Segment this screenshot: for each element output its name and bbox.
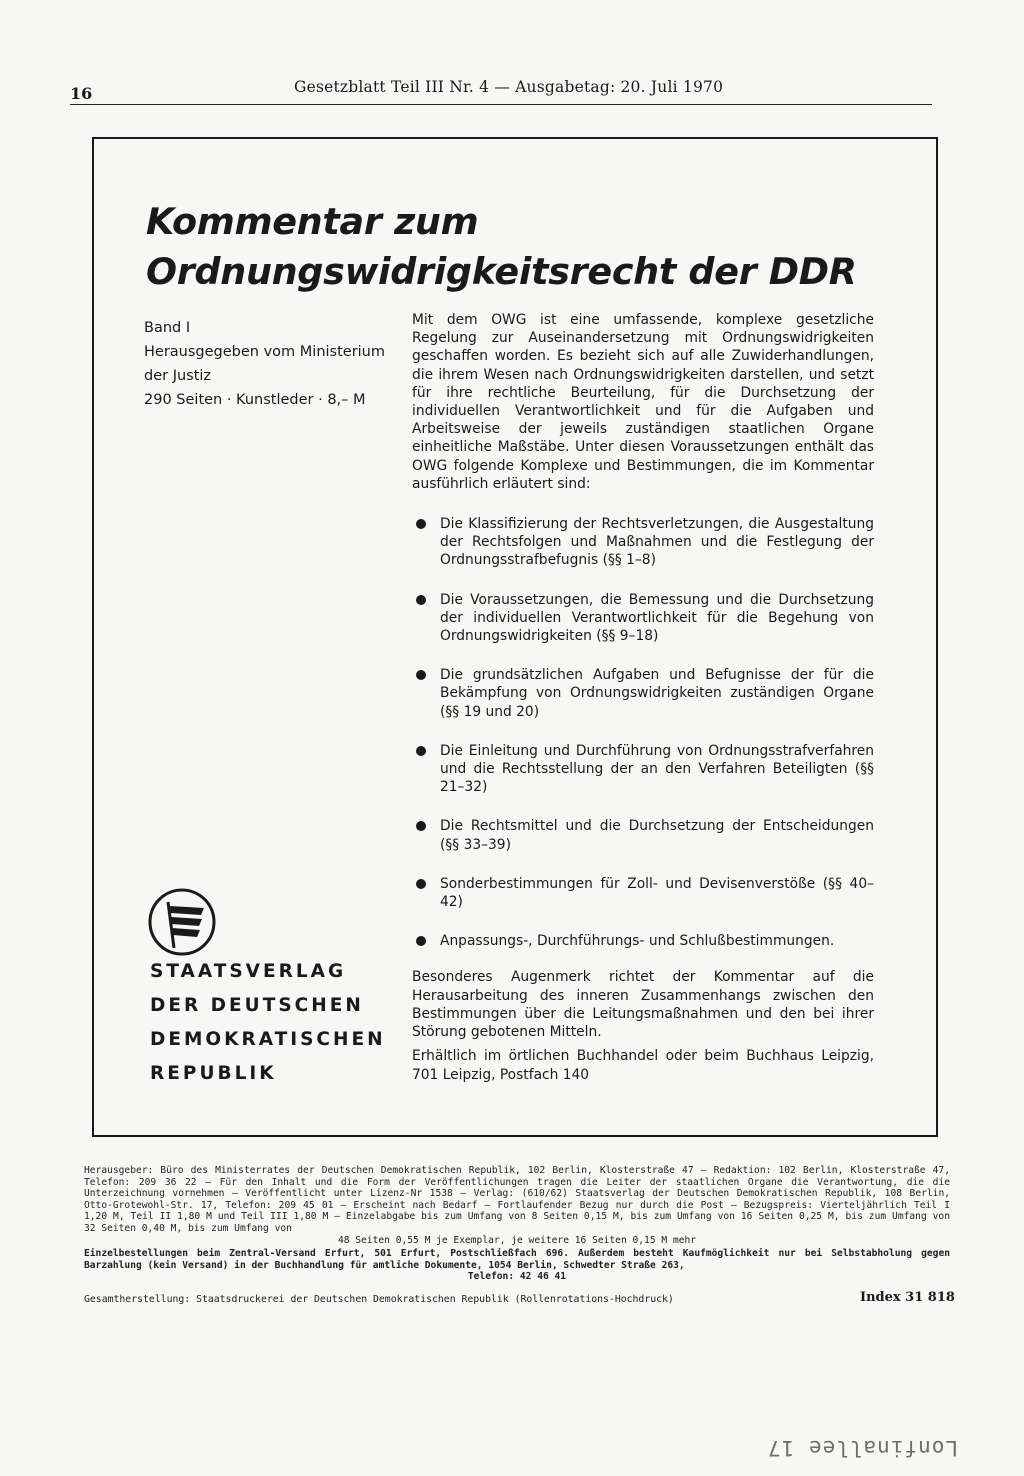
publisher-name: STAATSVERLAG DER DEUTSCHEN DEMOKRATISCHEN REPUBLIK: [150, 961, 386, 1084]
list-item: Die Voraussetzungen, die Bemessung und die Durchsetzung der individuellen Verantwortlichkeit für die Begehung von Ordnungswidrigkeiten (§§ 9–18): [412, 591, 874, 646]
bullet-dot-icon: [416, 670, 426, 680]
list-item: Die Einleitung und Durchführung von Ordnungsstrafverfahren und die Rechtsstellung der an den Verfahren Beteiligten (§§ 21–32): [412, 742, 874, 797]
book-volume: Band I: [144, 320, 191, 336]
availability-paragraph: Erhältlich im örtlichen Buchhandel oder beim Buchhaus Leipzig, 701 Leipzig, Postfach 140: [412, 1048, 874, 1083]
publisher-logo-icon: [146, 886, 218, 958]
list-item: Die Klassifizierung der Rechtsverletzungen, die Ausgestaltung der Rechtsfolgen und Maßnahmen und die Festlegung der Ordnungsstrafbefugnis (§§ 1–8): [412, 515, 874, 570]
list-item: Sonderbestimmungen für Zoll- und Devisenverstöße (§§ 40–42): [412, 875, 874, 911]
imprint-orders-end: Telefon: 42 46 41: [467, 1271, 567, 1283]
imprint: [84, 1165, 950, 1283]
ad-title: [146, 197, 857, 297]
description-column: [412, 311, 874, 1084]
header-rule: [70, 104, 932, 105]
ad-title-line-2: Ordnungswidrigkeitsrecht der DDR: [146, 250, 857, 293]
ad-title-line-1: Kommentar zum: [146, 200, 479, 243]
bullet-dot-icon: [416, 821, 426, 831]
imprint-publisher: Herausgeber: Büro des Ministerrates der Deutschen Demokratischen Republik, 102 Berlin, Klosterstraße 47 – Redaktion: 102 Berlin, Klosterstraße 47, Telefon: 209 36 22 – Für den Inhalt und die Form der Veröffentlichungen tragen die Leiter der staatlichen Organe die Verantwortung, die die Unterzeichnung vornehmen – Veröffentlicht unter Lizenz-Nr 1538 – Verlag: (610/62) Staatsverlag der Deutschen Demokratischen Republik, 108 Berlin, Otto-Grotewohl-Str. 17, Telefon: 209 45 01 – Erscheint nach Bedarf – Fortlaufender Bezug nur durch die Post – Bezugspreis: Vierteljährlich Teil I 1,20 M, Teil II 1,80 M und Teil III 1,80 M – Einzelabgabe bis zum Umfang von 8 Seiten 0,15 M, bis zum Umfang von 16 Seiten 0,25 M, bis zum Umfang von 32 Seiten 0,40 M, bis zum Umfang von: [84, 1165, 950, 1234]
index-number: Index 31 818: [860, 1290, 955, 1305]
book-details: 290 Seiten · Kunstleder · 8,– M: [144, 392, 366, 408]
library-stamp: Lonfinallee 17: [766, 1436, 958, 1460]
bullet-dot-icon: [416, 595, 426, 605]
intro-paragraph: Mit dem OWG ist eine umfassende, komplexe gesetzliche Regelung zur Auseinandersetzung mit Ordnungswidrigkeiten geschaffen worden. Es bezieht sich auf alle Zuwiderhandlungen, die ihrem Wesen nach Ordnungswidrigkeiten darstellen, und setzt für ihre rechtliche Beurteilung, für die Durchsetzung der individuellen Verantwortlichkeit und für die Aufgaben und Arbeitsweise der jeweils zuständigen staatlichen Organe einheitliche Maßstäbe. Unter diesen Voraussetzungen enthält das OWG folgende Komplexe und Bestimmungen, die im Kommentar ausführlich erläutert sind:: [412, 312, 874, 492]
imprint-orders: Einzelbestellungen beim Zentral-Versand Erfurt, 501 Erfurt, Postschließfach 696. Außerdem besteht Kaufmöglichkeit nur bei Selbstabholung gegen Barzahlung (kein Versand) in der Buchhandlung für amtliche Dokumente, 1054 Berlin, Schwedter Straße 263,: [84, 1248, 950, 1271]
book-editor-cont: der Justiz: [144, 368, 212, 384]
running-title: Gesetzblatt Teil III Nr. 4 — Ausgabetag: 20. Juli 1970: [294, 78, 724, 96]
printer-line: Gesamtherstellung: Staatsdruckerei der Deutschen Demokratischen Republik (Rollenrotations-Hochdruck): [84, 1294, 674, 1305]
bullet-dot-icon: [416, 879, 426, 889]
book-info: [144, 316, 385, 412]
page-number: 16: [70, 84, 93, 103]
bullet-dot-icon: [416, 936, 426, 946]
list-item: Die Rechtsmittel und die Durchsetzung der Entscheidungen (§§ 33–39): [412, 817, 874, 853]
bullet-dot-icon: [416, 746, 426, 756]
advertisement-box: [92, 137, 938, 1137]
contents-list: [412, 515, 874, 950]
bullet-dot-icon: [416, 519, 426, 529]
book-editor: Herausgegeben vom Ministerium: [144, 344, 385, 360]
list-item: Anpassungs-, Durchführungs- und Schlußbestimmungen.: [412, 932, 874, 950]
list-item: Die grundsätzlichen Aufgaben und Befugnisse der für die Bekämpfung von Ordnungswidrigkeiten zuständigen Organe (§§ 19 und 20): [412, 666, 874, 721]
closing-paragraph: Besonderes Augenmerk richtet der Kommentar auf die Herausarbeitung des inneren Zusammenhangs zwischen den Bestimmungen über die Leitungsmaßnahmen und den bei ihrer Störung gebotenen Mitteln.: [412, 969, 874, 1041]
imprint-publisher-end: 48 Seiten 0,55 M je Exemplar, je weitere 16 Seiten 0,15 M mehr: [337, 1234, 697, 1246]
